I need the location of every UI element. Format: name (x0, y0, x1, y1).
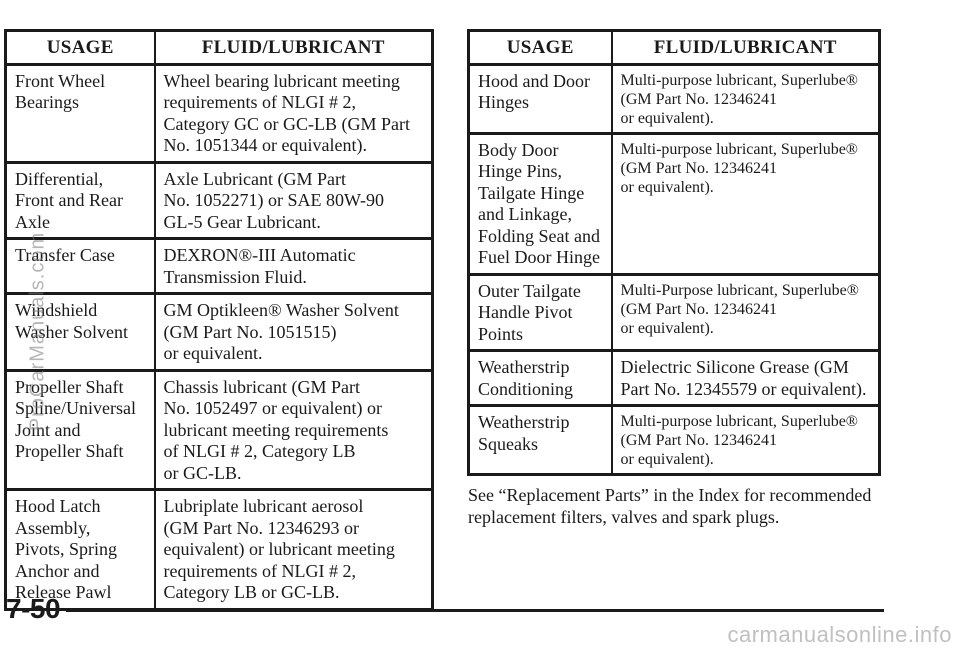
footer-rule (66, 609, 884, 612)
usage-cell: Front Wheel Bearings (6, 64, 155, 162)
fluid-cell: GM Optikleen® Washer Solvent (GM Part No. 1051515) or equivalent. (155, 294, 433, 371)
usage-header: USAGE (469, 31, 612, 65)
page-number: 7-50 (6, 593, 61, 624)
fluid-cell: Lubriplate lubricant aerosol (GM Part No. 12346293 or equivalent) or lubricant meeting requirements of NLGI # 2, Category LB or GC-LB. (155, 490, 433, 610)
fluid-lubricant-header: FLUID/LUBRICANT (612, 31, 880, 65)
usage-cell: Windshield Washer Solvent (6, 294, 155, 371)
usage-cell: Transfer Case (6, 239, 155, 294)
table-row (469, 64, 880, 133)
fluid-cell: Multi-Purpose lubricant, Superlube® (GM Part No. 12346241 or equivalent). (612, 274, 880, 351)
table-row (469, 133, 880, 274)
fluid-cell: Multi-purpose lubricant, Superlube® (GM Part No. 12346241 or equivalent). (612, 133, 880, 274)
usage-cell: Hood Latch Assembly, Pivots, Spring Anchor and Release Pawl (6, 490, 155, 610)
fluid-cell: Axle Lubricant (GM Part No. 1052271) or SAE 80W-90 GL-5 Gear Lubricant. (155, 162, 433, 239)
table-row (6, 294, 433, 371)
table-header-row (6, 31, 433, 65)
usage-cell: Differential, Front and Rear Axle (6, 162, 155, 239)
fluid-cell: Multi-purpose lubricant, Superlube® (GM Part No. 12346241 or equivalent). (620, 71, 858, 127)
table-row (469, 351, 880, 406)
usage-cell: Body Door Hinge Pins, Tailgate Hinge and Linkage, Folding Seat and Fuel Door Hinge (469, 133, 612, 274)
table-row (6, 370, 433, 490)
usage-cell: Outer Tailgate Handle Pivot Points (469, 274, 612, 351)
fluid-cell: Wheel bearing lubricant meeting requirements of NLGI # 2, Category GC or GC-LB (GM Part No. 1051344 or equivalent). (163, 70, 410, 155)
fluid-cell: Multi-purpose lubricant, Superlube® (GM Part No. 12346241 or equivalent). (612, 406, 880, 475)
table-row (6, 162, 433, 239)
usage-cell: Propeller Shaft Spline/Universal Joint and Propeller Shaft (6, 370, 155, 490)
table-row (6, 64, 433, 162)
side-watermark: ProCarManuals.com (26, 231, 49, 432)
footer-watermark: carmanualsonline.info (727, 622, 952, 647)
fluid-cell: Dielectric Silicone Grease (GM Part No. 12345579 or equivalent). (612, 351, 880, 406)
table-row (6, 490, 433, 610)
table-row (469, 406, 880, 475)
table-row (469, 274, 880, 351)
usage-header: USAGE (6, 31, 155, 65)
usage-cell: Weatherstrip Squeaks (469, 406, 612, 475)
usage-cell: Weatherstrip Conditioning (469, 351, 612, 406)
usage-cell: Hood and Door Hinges (469, 64, 612, 133)
right-fluid-table (467, 29, 881, 476)
table-header-row (469, 31, 880, 65)
fluid-lubricant-header: FLUID/LUBRICANT (155, 31, 433, 65)
fluid-cell: Chassis lubricant (GM Part No. 1052497 or equivalent) or lubricant meeting requirements of NLGI # 2, Category LB or GC-LB. (155, 370, 433, 490)
left-fluid-table (4, 29, 434, 611)
replacement-parts-note: See “Replacement Parts” in the Index for recommended replacement filters, valves and spark plugs. (468, 485, 872, 527)
fluid-cell: DEXRON®-III Automatic Transmission Fluid. (155, 239, 433, 294)
table-row (6, 239, 433, 294)
